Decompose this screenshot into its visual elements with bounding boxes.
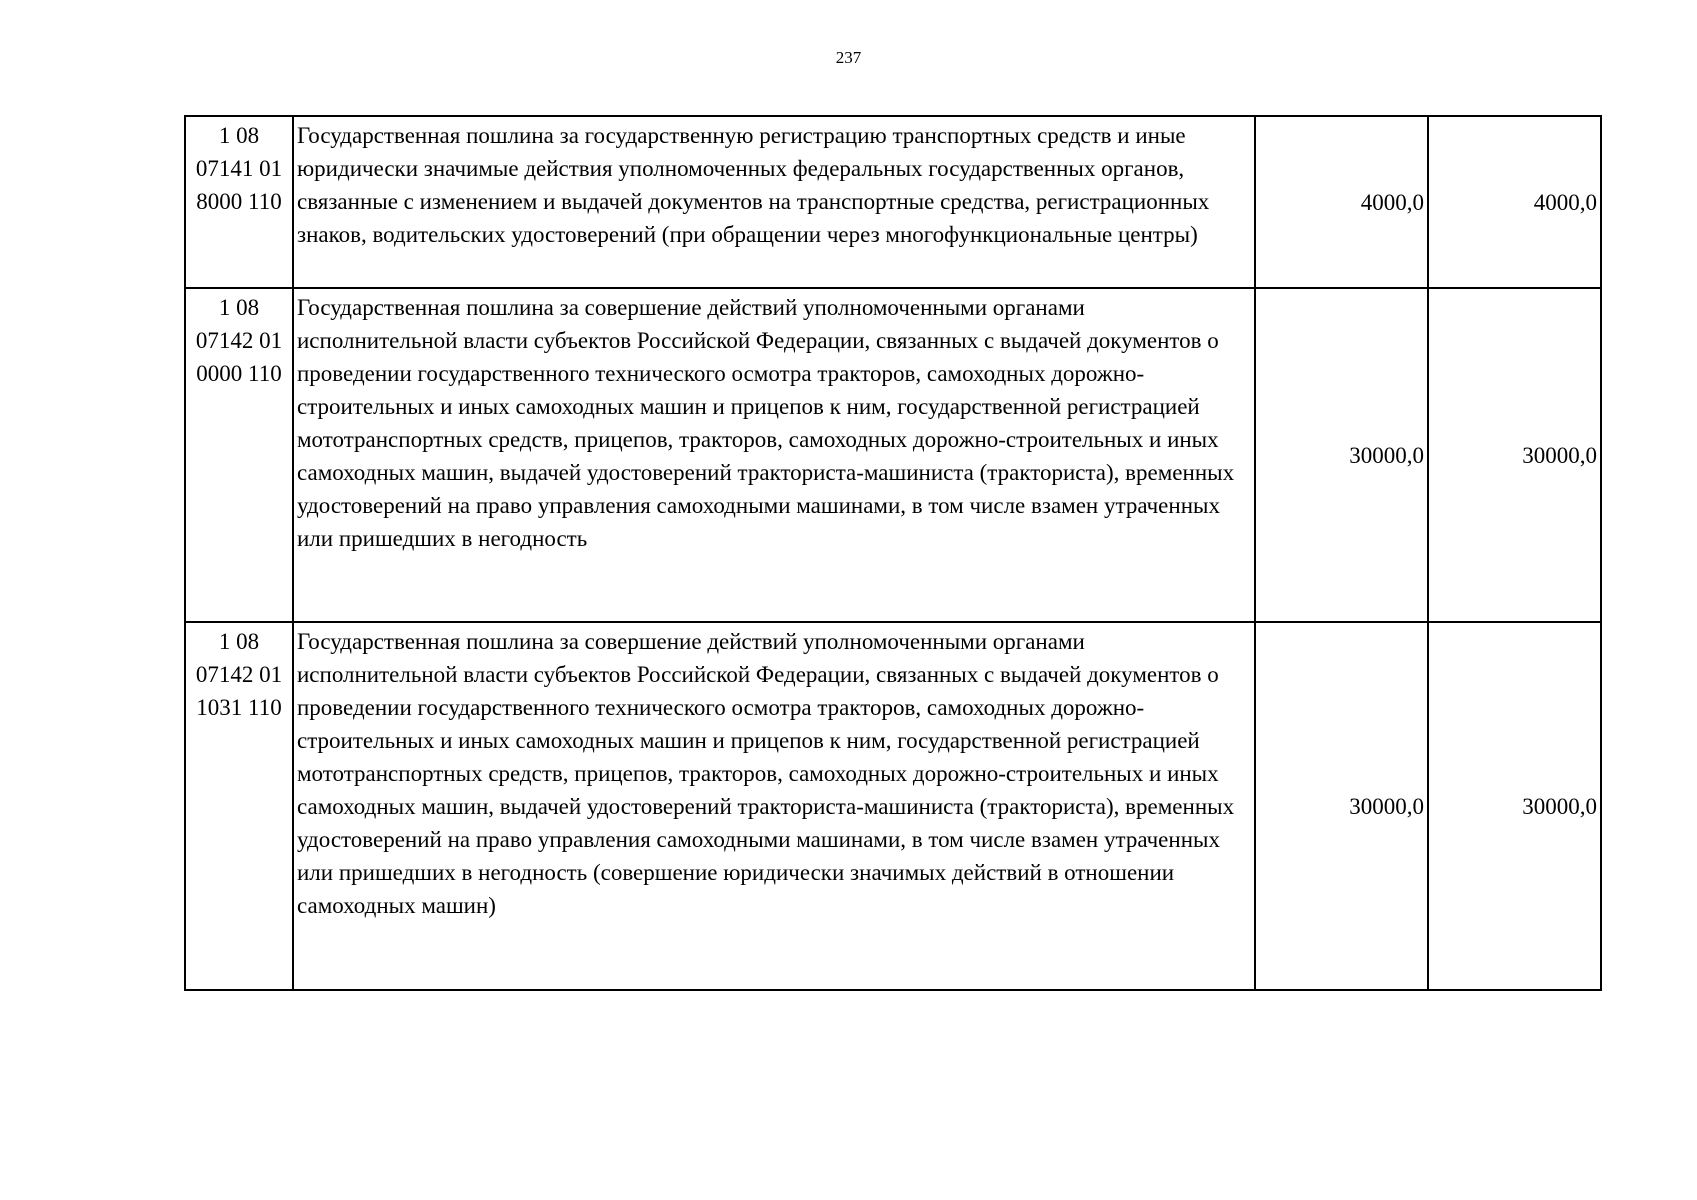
table-row (185, 288, 1601, 622)
code-line: 1 08 (218, 629, 260, 654)
description-cell: Государственная пошлина за государственную регистрацию транспортных средств и иные юридически значимые действия уполномоченных федеральных государственных органов, связанные с изменением и выдачей документов на транспортные средства, регистрационных знаков, водительских удостоверений (при обращении через многофункциональные центры) (293, 116, 1255, 288)
page-number: 237 (835, 48, 862, 67)
code-line: 1 08 (218, 295, 260, 320)
amount-cell-1: 30000,0 (1255, 622, 1428, 990)
code-line: 07142 01 (195, 662, 283, 687)
code-line: 0000 110 (196, 361, 282, 386)
budget-code-cell (185, 116, 293, 288)
budget-code-cell (185, 622, 293, 990)
code-line: 8000 110 (196, 189, 282, 214)
code-line: 1031 110 (196, 695, 282, 720)
table-row (185, 116, 1601, 288)
amount-cell-2: 30000,0 (1428, 622, 1601, 990)
amount-cell-1: 4000,0 (1255, 116, 1428, 288)
amount-cell-2: 30000,0 (1428, 288, 1601, 622)
amount-cell-1: 30000,0 (1255, 288, 1428, 622)
amount-cell-2: 4000,0 (1428, 116, 1601, 288)
budget-code-cell (185, 288, 293, 622)
code-line: 07142 01 (195, 328, 283, 353)
revenue-table (184, 115, 1602, 991)
table-row (185, 622, 1601, 990)
description-cell: Государственная пошлина за совершение действий уполномоченными органами исполнительной власти субъектов Российской Федерации, связанных с выдачей документов о проведении государственного технического осмотра тракторов, самоходных дорожно-строительных и иных самоходных машин и прицепов к ним, государственной регистрацией мототранспортных средств, прицепов, тракторов, самоходных дорожно-строительных и иных самоходных машин, выдачей удостоверений тракториста-машиниста (тракториста), временных удостоверений на право управления самоходными машинами, в том числе взамен утраченных или пришедших в негодность (293, 288, 1255, 622)
code-line: 07141 01 (195, 156, 283, 181)
description-cell: Государственная пошлина за совершение действий уполномоченными органами исполнительной власти субъектов Российской Федерации, связанных с выдачей документов о проведении государственного технического осмотра тракторов, самоходных дорожно-строительных и иных самоходных машин и прицепов к ним, государственной регистрацией мототранспортных средств, прицепов, тракторов, самоходных дорожно-строительных и иных самоходных машин, выдачей удостоверений тракториста-машиниста (тракториста), временных удостоверений на право управления самоходными машинами, в том числе взамен утраченных или пришедших в негодность (совершение юридически значимых действий в отношении самоходных машин) (293, 622, 1255, 990)
code-line: 1 08 (218, 123, 260, 148)
